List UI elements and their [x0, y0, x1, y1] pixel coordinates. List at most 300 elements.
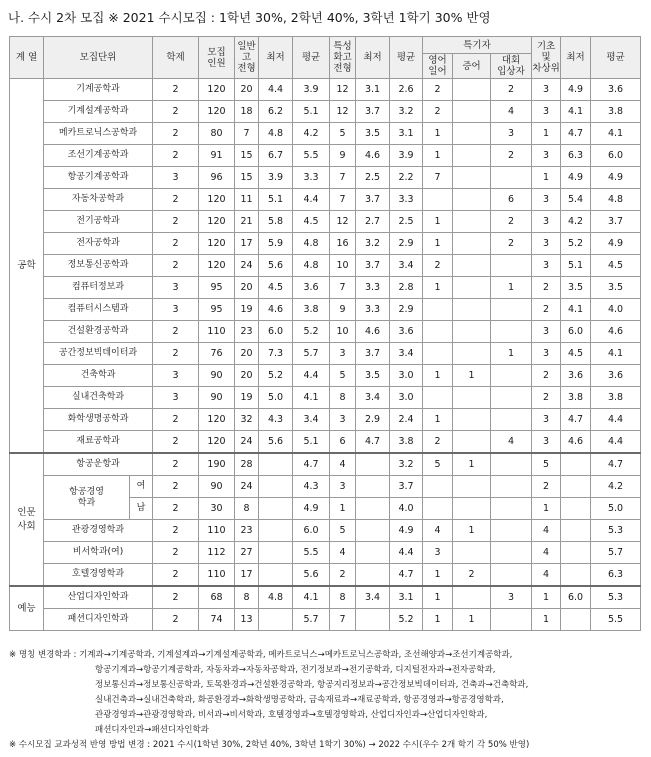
data-cell: 4	[491, 101, 532, 123]
data-cell: 3	[153, 365, 199, 387]
data-cell: 1	[532, 167, 561, 189]
data-cell: 3	[532, 79, 561, 101]
data-cell: 5.1	[293, 101, 330, 123]
data-cell: 17	[235, 564, 259, 587]
data-cell: 4.1	[293, 387, 330, 409]
data-cell	[259, 453, 293, 476]
data-cell: 6.0	[591, 145, 641, 167]
data-cell: 6	[491, 189, 532, 211]
data-cell: 110	[199, 321, 235, 343]
data-cell: 4.1	[591, 343, 641, 365]
data-cell	[453, 321, 491, 343]
data-cell	[491, 255, 532, 277]
data-cell: 1	[491, 277, 532, 299]
data-cell: 1	[423, 586, 453, 609]
data-cell: 3.3	[293, 167, 330, 189]
data-cell: 190	[199, 453, 235, 476]
data-cell: 1	[423, 409, 453, 431]
data-cell: 23	[235, 520, 259, 542]
dept-name: 공간정보빅데이터과	[44, 343, 153, 365]
header-group: 계 열	[10, 37, 44, 79]
data-cell: 5.3	[591, 586, 641, 609]
data-cell: 4.8	[259, 586, 293, 609]
data-cell: 2	[423, 101, 453, 123]
note-rename-line: 관광경영과→관광경영학과, 비서과→비서학과, 호텔경영과→호텔경영학과, 산업디자인과→산업디자인학과,	[95, 710, 488, 720]
data-cell: 2	[153, 343, 199, 365]
data-cell	[259, 609, 293, 631]
data-cell: 20	[235, 277, 259, 299]
table-row	[10, 79, 641, 101]
data-cell: 3.1	[356, 79, 390, 101]
data-cell: 1	[423, 609, 453, 631]
data-cell: 3.8	[390, 431, 423, 454]
data-cell: 1	[423, 233, 453, 255]
data-cell	[491, 476, 532, 498]
data-cell: 5.6	[293, 564, 330, 587]
data-cell: 8	[330, 387, 356, 409]
data-cell: 5.5	[591, 609, 641, 631]
dept-sex: 남	[130, 498, 153, 520]
header-quota: 모집 인원	[199, 37, 235, 79]
data-cell: 5.8	[259, 211, 293, 233]
data-cell: 5.1	[259, 189, 293, 211]
header-talent-award: 대회 입상자	[491, 54, 532, 79]
data-cell: 6.0	[561, 586, 591, 609]
data-cell: 5.7	[293, 343, 330, 365]
data-cell	[491, 409, 532, 431]
data-cell: 19	[235, 387, 259, 409]
data-cell: 3.6	[591, 365, 641, 387]
data-cell: 3	[532, 101, 561, 123]
data-cell: 3.6	[293, 277, 330, 299]
data-cell: 3.4	[390, 255, 423, 277]
data-cell	[259, 564, 293, 587]
data-cell: 2	[491, 79, 532, 101]
data-cell: 3.5	[591, 277, 641, 299]
data-cell: 3.0	[390, 365, 423, 387]
header-special-avg: 평균	[390, 37, 423, 79]
data-cell: 4.9	[591, 167, 641, 189]
data-cell: 3	[330, 476, 356, 498]
data-cell: 3.4	[390, 343, 423, 365]
data-cell: 1	[423, 145, 453, 167]
data-cell: 3.7	[591, 211, 641, 233]
data-cell: 2	[153, 321, 199, 343]
data-cell: 5	[532, 453, 561, 476]
data-cell: 2	[153, 520, 199, 542]
data-cell	[453, 255, 491, 277]
data-cell	[491, 387, 532, 409]
data-cell: 17	[235, 233, 259, 255]
data-cell: 2	[153, 255, 199, 277]
data-cell	[259, 542, 293, 564]
data-cell: 20	[235, 79, 259, 101]
data-cell: 5.1	[293, 431, 330, 454]
data-cell: 9	[330, 145, 356, 167]
table-row	[10, 167, 641, 189]
data-cell: 4.9	[390, 520, 423, 542]
data-cell	[423, 387, 453, 409]
data-cell: 4.9	[591, 233, 641, 255]
table-row	[10, 123, 641, 145]
data-cell: 4.7	[561, 123, 591, 145]
group-humanities: 인문 사회	[10, 453, 44, 586]
section-title: 나. 수시 2차 모집 ※ 2021 수시모집 : 1학년 30%, 2학년 40%, 3학년 1학기 30% 반영	[8, 10, 491, 25]
data-cell: 5.7	[293, 609, 330, 631]
data-cell: 110	[199, 564, 235, 587]
data-cell	[423, 321, 453, 343]
note-rename-line: 정보통신과→정보통신공학과, 토목환경과→건설환경공학과, 항공지리정보과→공간정보빅데이터과, 건축과→건축학과,	[95, 680, 529, 690]
data-cell: 2	[153, 498, 199, 520]
data-cell: 4.1	[293, 586, 330, 609]
data-cell	[259, 476, 293, 498]
data-cell: 5.7	[591, 542, 641, 564]
data-cell: 3	[532, 233, 561, 255]
data-cell: 7	[330, 609, 356, 631]
data-cell: 4.5	[259, 277, 293, 299]
data-cell	[453, 387, 491, 409]
data-cell: 74	[199, 609, 235, 631]
data-cell: 112	[199, 542, 235, 564]
data-cell: 3.5	[561, 277, 591, 299]
data-cell: 13	[235, 609, 259, 631]
data-cell: 28	[235, 453, 259, 476]
data-cell: 3.2	[390, 453, 423, 476]
data-cell: 27	[235, 542, 259, 564]
data-cell: 4.2	[591, 476, 641, 498]
data-cell: 4.4	[293, 365, 330, 387]
data-cell: 2	[532, 476, 561, 498]
data-cell: 4.9	[293, 498, 330, 520]
data-cell: 4.7	[591, 453, 641, 476]
data-cell	[356, 476, 390, 498]
table-row	[10, 101, 641, 123]
dept-name: 화학생명공학과	[44, 409, 153, 431]
data-cell: 2	[153, 409, 199, 431]
dept-name: 재료공학과	[44, 431, 153, 454]
dept-name: 비서학과(여)	[44, 542, 153, 564]
header-special-min: 최저	[356, 37, 390, 79]
data-cell: 3	[491, 123, 532, 145]
dept-name: 전기공학과	[44, 211, 153, 233]
data-cell: 4.5	[591, 255, 641, 277]
dept-name: 조선기계공학과	[44, 145, 153, 167]
data-cell: 6.3	[591, 564, 641, 587]
data-cell: 2.4	[390, 409, 423, 431]
table-row	[10, 387, 641, 409]
data-cell: 2.7	[356, 211, 390, 233]
data-cell: 4.2	[293, 123, 330, 145]
dept-name: 항공기계공학과	[44, 167, 153, 189]
data-cell	[561, 542, 591, 564]
header-basic-min: 최저	[561, 37, 591, 79]
data-cell: 90	[199, 387, 235, 409]
header-general-avg: 평균	[293, 37, 330, 79]
data-cell: 3.6	[561, 365, 591, 387]
table-row	[10, 277, 641, 299]
data-cell: 3.2	[390, 101, 423, 123]
data-cell: 8	[330, 586, 356, 609]
data-cell: 2.6	[390, 79, 423, 101]
data-cell: 2.5	[390, 211, 423, 233]
data-cell: 3.7	[356, 189, 390, 211]
data-cell: 2	[153, 453, 199, 476]
data-cell	[491, 542, 532, 564]
data-cell	[453, 189, 491, 211]
dept-name: 자동차공학과	[44, 189, 153, 211]
data-cell: 2.9	[390, 299, 423, 321]
data-cell: 3.7	[390, 476, 423, 498]
header-talent-lang: 영어 일어	[423, 54, 453, 79]
data-cell: 8	[235, 586, 259, 609]
data-cell: 4.4	[591, 431, 641, 454]
table-row	[10, 476, 641, 498]
data-cell: 7	[330, 277, 356, 299]
note-rename-line: 항공기계과→항공기계공학과, 자동차과→자동차공학과, 전기정보과→전기공학과, 디지털전자과→전자공학과,	[95, 665, 496, 675]
data-cell: 4.3	[259, 409, 293, 431]
data-cell: 3.3	[356, 299, 390, 321]
data-cell: 6.2	[259, 101, 293, 123]
data-cell: 4.8	[591, 189, 641, 211]
data-cell: 1	[453, 609, 491, 631]
data-cell: 2	[532, 387, 561, 409]
data-cell: 2	[532, 277, 561, 299]
data-cell: 6.0	[561, 321, 591, 343]
data-cell: 5.2	[293, 321, 330, 343]
data-cell	[453, 233, 491, 255]
data-cell: 4.1	[561, 101, 591, 123]
data-cell	[423, 299, 453, 321]
data-cell: 6.7	[259, 145, 293, 167]
data-cell: 2	[153, 476, 199, 498]
data-cell: 3	[330, 409, 356, 431]
dept-name: 호텔경영학과	[44, 564, 153, 587]
data-cell: 3.5	[356, 123, 390, 145]
note-grading-change: ※ 수시모집 교과성적 반영 방법 변경 : 2021 수시(1학년 30%, 2학년 40%, 3학년 1학기 30%) → 2022 수시(우수 2개 학기 각 50% 반영)	[9, 740, 530, 750]
data-cell: 3.5	[356, 365, 390, 387]
data-cell: 2	[423, 79, 453, 101]
data-cell: 4.0	[390, 498, 423, 520]
header-dept: 모집단위	[44, 37, 153, 79]
data-cell: 7	[330, 167, 356, 189]
data-cell: 5.0	[259, 387, 293, 409]
data-cell: 4.4	[591, 409, 641, 431]
note-rename-line: 기계과→기계공학과, 기계설계과→기계설계공학과, 메카트로닉스→메카트로닉스공학과, 조선해양과→조선기계공학과,	[79, 650, 513, 660]
data-cell: 2	[153, 609, 199, 631]
data-cell: 3	[153, 299, 199, 321]
data-cell: 4.7	[293, 453, 330, 476]
header-general-min: 최저	[259, 37, 293, 79]
dept-name: 패션디자인학과	[44, 609, 153, 631]
header-years: 학제	[153, 37, 199, 79]
data-cell: 120	[199, 255, 235, 277]
dept-name: 전자공학과	[44, 233, 153, 255]
data-cell	[453, 431, 491, 454]
data-cell: 4	[532, 564, 561, 587]
header-basic: 기초 및 차상위	[532, 37, 561, 79]
table-row	[10, 343, 641, 365]
data-cell: 2	[532, 299, 561, 321]
table-row	[10, 233, 641, 255]
data-cell	[423, 498, 453, 520]
data-cell	[561, 609, 591, 631]
data-cell: 4.6	[356, 145, 390, 167]
data-cell: 2	[153, 431, 199, 454]
data-cell	[453, 277, 491, 299]
data-cell	[453, 123, 491, 145]
data-cell: 4.5	[561, 343, 591, 365]
table-row	[10, 586, 641, 609]
data-cell: 2	[153, 79, 199, 101]
data-cell: 120	[199, 101, 235, 123]
table-row	[10, 520, 641, 542]
table-row	[10, 609, 641, 631]
header-special: 특성화고 전형	[330, 37, 356, 79]
data-cell: 120	[199, 79, 235, 101]
data-cell: 2	[153, 123, 199, 145]
dept-name: 기계설계공학과	[44, 101, 153, 123]
data-cell: 2	[532, 365, 561, 387]
data-cell: 3.1	[390, 123, 423, 145]
data-cell: 4	[330, 542, 356, 564]
data-cell: 2	[153, 542, 199, 564]
data-cell: 3	[532, 431, 561, 454]
data-cell: 4.7	[356, 431, 390, 454]
data-cell: 95	[199, 299, 235, 321]
data-cell	[356, 498, 390, 520]
data-cell: 91	[199, 145, 235, 167]
note-rename-line: 패션디자인과→패션디자인학과	[95, 725, 209, 735]
data-cell: 3.6	[591, 79, 641, 101]
data-cell: 3.6	[390, 321, 423, 343]
dept-name: 산업디자인학과	[44, 586, 153, 609]
data-cell: 7	[235, 123, 259, 145]
data-cell: 3	[330, 343, 356, 365]
data-cell	[356, 609, 390, 631]
data-cell	[453, 101, 491, 123]
data-cell: 2	[423, 255, 453, 277]
notes	[9, 648, 641, 753]
data-cell: 3.0	[390, 387, 423, 409]
data-cell: 12	[330, 101, 356, 123]
data-cell: 1	[453, 520, 491, 542]
data-cell: 4.6	[561, 431, 591, 454]
data-cell	[259, 498, 293, 520]
data-cell: 3	[153, 167, 199, 189]
data-cell: 120	[199, 211, 235, 233]
data-cell: 7	[423, 167, 453, 189]
data-cell: 10	[330, 255, 356, 277]
data-cell: 2	[330, 564, 356, 587]
data-cell: 90	[199, 476, 235, 498]
data-cell: 5.3	[591, 520, 641, 542]
data-cell	[453, 167, 491, 189]
data-cell: 3.9	[293, 79, 330, 101]
dept-name: 기계공학과	[44, 79, 153, 101]
data-cell: 24	[235, 431, 259, 454]
data-cell: 3.4	[356, 387, 390, 409]
data-cell: 95	[199, 277, 235, 299]
dept-name: 메카트로닉스공학과	[44, 123, 153, 145]
data-cell: 5.9	[259, 233, 293, 255]
dept-name: 항공운항과	[44, 453, 153, 476]
data-cell: 1	[330, 498, 356, 520]
header-basic-avg: 평균	[591, 37, 641, 79]
table-row	[10, 431, 641, 454]
data-cell	[491, 498, 532, 520]
data-cell: 4.9	[561, 167, 591, 189]
data-cell: 3.9	[259, 167, 293, 189]
dept-name: 관광경영학과	[44, 520, 153, 542]
data-cell: 80	[199, 123, 235, 145]
data-cell: 1	[491, 343, 532, 365]
data-cell: 3	[532, 211, 561, 233]
data-cell: 3.4	[293, 409, 330, 431]
table-row	[10, 189, 641, 211]
group-engineering: 공학	[10, 79, 44, 454]
data-cell	[356, 564, 390, 587]
data-cell	[453, 299, 491, 321]
data-cell	[453, 145, 491, 167]
data-cell: 24	[235, 476, 259, 498]
header-talent: 특기자	[423, 37, 532, 54]
data-cell: 2.2	[390, 167, 423, 189]
data-cell: 19	[235, 299, 259, 321]
data-cell: 3	[153, 387, 199, 409]
data-cell: 5.2	[390, 609, 423, 631]
data-cell	[561, 476, 591, 498]
data-cell: 1	[423, 365, 453, 387]
data-cell: 3.8	[561, 387, 591, 409]
data-cell: 3	[532, 321, 561, 343]
table-row	[10, 299, 641, 321]
data-cell	[491, 167, 532, 189]
data-cell	[453, 476, 491, 498]
data-cell: 12	[330, 211, 356, 233]
data-cell: 3	[532, 189, 561, 211]
data-cell: 3.3	[356, 277, 390, 299]
data-cell: 3.3	[390, 189, 423, 211]
data-cell: 4	[423, 520, 453, 542]
data-cell: 7.3	[259, 343, 293, 365]
table-row	[10, 365, 641, 387]
data-cell: 5	[330, 365, 356, 387]
data-cell: 16	[330, 233, 356, 255]
data-cell: 5.6	[259, 431, 293, 454]
table-row	[10, 255, 641, 277]
dept-name: 정보통신공학과	[44, 255, 153, 277]
data-cell: 2	[153, 189, 199, 211]
data-cell: 1	[532, 609, 561, 631]
dept-name: 컴퓨터정보과	[44, 277, 153, 299]
data-cell: 3.8	[591, 101, 641, 123]
data-cell: 120	[199, 409, 235, 431]
data-cell	[356, 520, 390, 542]
data-cell: 1	[453, 453, 491, 476]
data-cell	[423, 476, 453, 498]
header-general: 일반고 전형	[235, 37, 259, 79]
data-cell: 110	[199, 520, 235, 542]
data-cell: 32	[235, 409, 259, 431]
data-cell: 4	[532, 542, 561, 564]
dept-name: 건설환경공학과	[44, 321, 153, 343]
data-cell	[453, 586, 491, 609]
data-cell: 24	[235, 255, 259, 277]
data-cell: 2	[153, 586, 199, 609]
data-cell	[491, 321, 532, 343]
header-talent-cert: 증어	[453, 54, 491, 79]
data-cell: 20	[235, 365, 259, 387]
